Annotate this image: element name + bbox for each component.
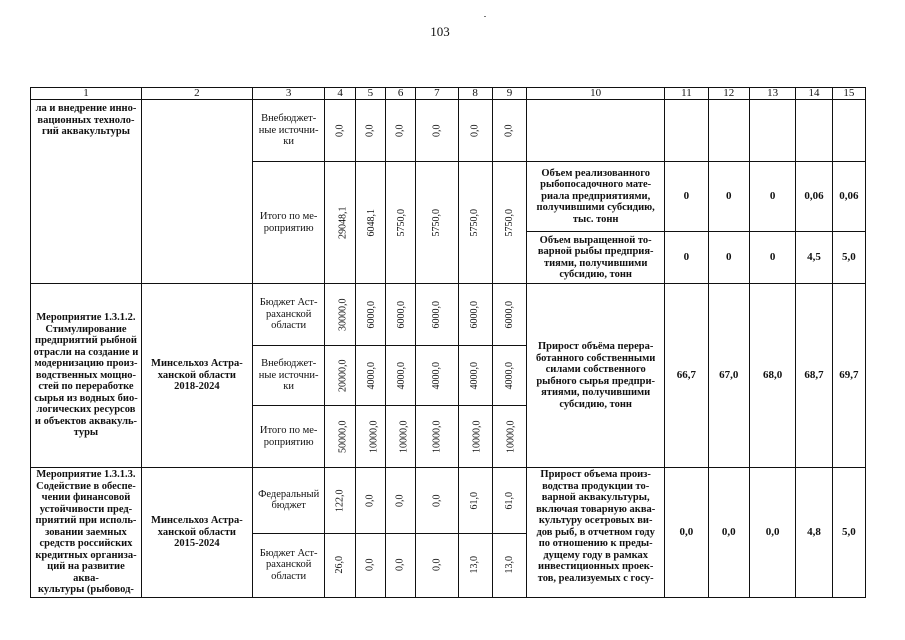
indicator-cell: Прирост объема произ- водства продукции то- варной аквакультуры, включая товарную аква- культуру осетровых ви- дов рыб, в отчетном году по отношению к преды- дущему году в рамках инвестиционных проек- тов, реализуемых с госу-: [527, 468, 665, 598]
col-header: 15: [832, 88, 865, 100]
value-cell: 4000,0: [355, 346, 385, 406]
table-row: [31, 284, 866, 346]
column-header-row: [31, 88, 866, 100]
col-header: 11: [665, 88, 708, 100]
scan-mark: [484, 16, 486, 17]
indicator-value: 68,7: [796, 284, 832, 468]
program-table: [30, 87, 866, 598]
indicator-value: [708, 100, 749, 162]
value-cell: 26,0: [325, 533, 355, 597]
indicator-value: 0: [749, 162, 795, 232]
funding-source: Бюджет Аст- раханской области: [252, 284, 325, 346]
value-cell: 0,0: [355, 468, 385, 534]
value-cell: 0,0: [458, 100, 492, 162]
indicator-value: 0: [708, 232, 749, 284]
table-row: [31, 468, 866, 534]
value-cell: 10000,0: [355, 406, 385, 468]
value-cell: 0,0: [416, 468, 458, 534]
indicator-value: 0,0: [665, 468, 708, 598]
executor-cell: Минсельхоз Астра- ханской области 2018-2024: [141, 284, 252, 468]
value-cell: 10000,0: [492, 406, 526, 468]
indicator-value: [832, 100, 865, 162]
indicator-value: 0,06: [832, 162, 865, 232]
executor-cell: [141, 100, 252, 284]
measure-cell: Мероприятие 1.3.1.3. Содействие в обеспе- чении финансовой устойчивости пред- приятий при исполь- зовании заемных средств российских кредитных организа- ций на развитие аква- культуры (рыбовод-: [31, 468, 142, 598]
value-cell: 5750,0: [492, 162, 526, 284]
value-cell: 0,0: [385, 533, 415, 597]
col-header: 7: [416, 88, 458, 100]
value-cell: 0,0: [492, 100, 526, 162]
indicator-value: 66,7: [665, 284, 708, 468]
col-header: 4: [325, 88, 355, 100]
value-cell: 30000,0: [325, 284, 355, 346]
col-header: 5: [355, 88, 385, 100]
value-cell: 5750,0: [458, 162, 492, 284]
page-number: 103: [430, 24, 450, 39]
value-cell: 0,0: [355, 100, 385, 162]
col-header: 12: [708, 88, 749, 100]
value-cell: 13,0: [492, 533, 526, 597]
value-cell: 13,0: [458, 533, 492, 597]
indicator-cell: Объем реализованного рыбопосадочного мате- риала предприятиями, получившими субсидию, тыс. тонн: [527, 162, 665, 232]
indicator-value: 5,0: [832, 468, 865, 598]
col-header: 10: [527, 88, 665, 100]
indicator-value: 69,7: [832, 284, 865, 468]
value-cell: 20000,0: [325, 346, 355, 406]
value-cell: 4000,0: [492, 346, 526, 406]
indicator-cell: Объем выращенной то- варной рыбы предприя- тиями, получившими субсидию, тонн: [527, 232, 665, 284]
funding-source: Внебюджет- ные источни- ки: [252, 100, 325, 162]
col-header: 3: [252, 88, 325, 100]
funding-source: Федеральный бюджет: [252, 468, 325, 534]
value-cell: 10000,0: [458, 406, 492, 468]
measure-cell: Мероприятие 1.3.1.2. Стимулирование предприятий рыбной отрасли на создание и модернизацию произ- водственных мощно- стей по переработке сырья из водных био- логических ресурсов и объектов аквакуль- туры: [31, 284, 142, 468]
indicator-value: [796, 100, 832, 162]
indicator-value: 5,0: [832, 232, 865, 284]
funding-source: Бюджет Аст- раханской области: [252, 533, 325, 597]
value-cell: 6000,0: [416, 284, 458, 346]
indicator-value: 67,0: [708, 284, 749, 468]
indicator-value: 0: [749, 232, 795, 284]
value-cell: 4000,0: [458, 346, 492, 406]
value-cell: 6048,1: [355, 162, 385, 284]
indicator-value: 0,0: [749, 468, 795, 598]
indicator-value: 0,0: [708, 468, 749, 598]
funding-source: Итого по ме- роприятию: [252, 406, 325, 468]
value-cell: 0,0: [385, 468, 415, 534]
value-cell: 10000,0: [385, 406, 415, 468]
value-cell: 0,0: [416, 533, 458, 597]
table-row: [31, 100, 866, 162]
value-cell: 10000,0: [416, 406, 458, 468]
value-cell: 50000,0: [325, 406, 355, 468]
indicator-cell: [527, 100, 665, 162]
measure-cell: ла и внедрение инно- вационных техноло- гий аквакультуры: [31, 100, 142, 284]
indicator-value: [665, 100, 708, 162]
value-cell: 6000,0: [355, 284, 385, 346]
value-cell: 4000,0: [416, 346, 458, 406]
col-header: 9: [492, 88, 526, 100]
executor-cell: Минсельхоз Астра- ханской области 2015-2024: [141, 468, 252, 598]
col-header: 13: [749, 88, 795, 100]
value-cell: 6000,0: [492, 284, 526, 346]
indicator-value: 4,8: [796, 468, 832, 598]
value-cell: 5750,0: [385, 162, 415, 284]
indicator-value: 0,06: [796, 162, 832, 232]
value-cell: 29048,1: [325, 162, 355, 284]
value-cell: 0,0: [416, 100, 458, 162]
value-cell: 0,0: [385, 100, 415, 162]
value-cell: 6000,0: [458, 284, 492, 346]
indicator-value: 0: [708, 162, 749, 232]
indicator-value: 4,5: [796, 232, 832, 284]
indicator-value: 68,0: [749, 284, 795, 468]
indicator-value: [749, 100, 795, 162]
col-header: 6: [385, 88, 415, 100]
funding-source: Внебюджет- ные источни- ки: [252, 346, 325, 406]
col-header: 1: [31, 88, 142, 100]
value-cell: 0,0: [355, 533, 385, 597]
value-cell: 0,0: [325, 100, 355, 162]
funding-source: Итого по ме- роприятию: [252, 162, 325, 284]
value-cell: 61,0: [458, 468, 492, 534]
col-header: 14: [796, 88, 832, 100]
indicator-value: 0: [665, 232, 708, 284]
value-cell: 6000,0: [385, 284, 415, 346]
indicator-value: 0: [665, 162, 708, 232]
value-cell: 122,0: [325, 468, 355, 534]
col-header: 2: [141, 88, 252, 100]
value-cell: 5750,0: [416, 162, 458, 284]
col-header: 8: [458, 88, 492, 100]
indicator-cell: Прирост объёма перера- ботанного собственными силами собственного рыбного сырья предпри- ятиями, получившими субсидию, тонн: [527, 284, 665, 468]
value-cell: 61,0: [492, 468, 526, 534]
value-cell: 4000,0: [385, 346, 415, 406]
